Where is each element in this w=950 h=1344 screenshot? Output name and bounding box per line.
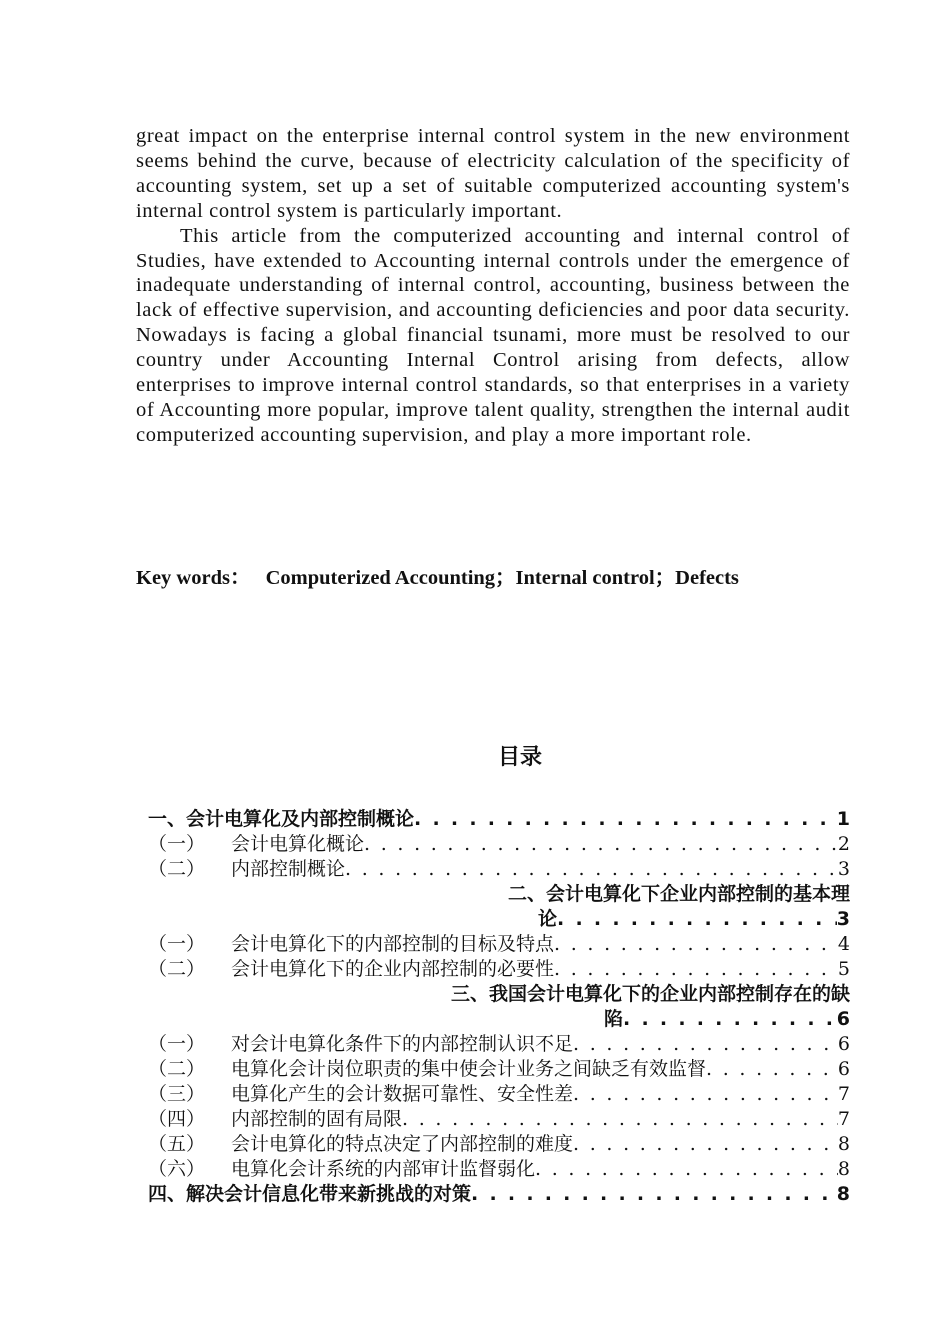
toc-entry-section-2-1[interactable] xyxy=(148,932,850,957)
abstract-paragraph-1: great impact on the enterprise internal control system in the new environment seems behind the curve, because of electricity calculation of the specificity of accounting system, set up a set of suitable computerized accounting system's internal control system is particularly important. xyxy=(136,125,850,222)
toc-leader-dots xyxy=(623,1007,837,1032)
toc-entry-title: 电算化会计岗位职责的集中使会计业务之间缺乏有效监督 xyxy=(231,1058,707,1080)
toc-entry-section-4[interactable] xyxy=(148,1182,850,1207)
toc-entry-number: （二） xyxy=(148,1058,206,1080)
toc-entry-page: 7 xyxy=(837,1083,850,1105)
toc-entry-section-1-2[interactable] xyxy=(148,857,850,882)
toc-leader-dots xyxy=(573,1032,838,1057)
toc-entry-number: （三） xyxy=(148,1083,206,1105)
toc-entry-section-2[interactable] xyxy=(148,882,850,932)
toc-entry-title: 内部控制概论 xyxy=(231,858,346,880)
toc-entry-section-3[interactable] xyxy=(148,982,850,1032)
toc-entry-number: （五） xyxy=(148,1133,206,1155)
toc-entry-page: 7 xyxy=(837,1108,850,1130)
toc-leader-dots xyxy=(471,1182,837,1207)
toc-leader-dots xyxy=(573,1132,838,1157)
toc-entry-title: 四、解决会计信息化带来新挑战的对策 xyxy=(148,1183,472,1205)
toc-entry-title: 会计电算化下的内部控制的目标及特点 xyxy=(231,933,555,955)
toc-entry-section-2-2[interactable] xyxy=(148,957,850,982)
abstract-body xyxy=(136,124,850,448)
toc-entry-title: 内部控制的固有局限 xyxy=(231,1108,403,1130)
toc-entry-section-3-4[interactable] xyxy=(148,1107,850,1132)
toc-entry-title: 会计电算化概论 xyxy=(231,833,365,855)
toc-entry-page: 4 xyxy=(837,933,850,955)
toc-entry-page: 5 xyxy=(837,958,850,980)
table-of-contents xyxy=(148,807,850,1207)
toc-entry-page: 8 xyxy=(836,1183,850,1205)
toc-leader-dots xyxy=(554,932,838,957)
toc-leader-dots xyxy=(345,857,838,882)
toc-leader-dots xyxy=(557,907,837,932)
toc-leader-dots xyxy=(414,807,837,832)
toc-entry-title-continued: 陷 xyxy=(604,1008,624,1030)
toc-entry-section-3-2[interactable] xyxy=(148,1057,850,1082)
toc-entry-page: 6 xyxy=(836,1008,850,1030)
toc-entry-section-3-3[interactable] xyxy=(148,1082,850,1107)
toc-entry-page: 3 xyxy=(837,858,850,880)
toc-entry-page: 3 xyxy=(836,908,850,930)
toc-entry-title: 一、会计电算化及内部控制概论 xyxy=(148,808,415,830)
toc-entry-number: （一） xyxy=(148,833,206,855)
toc-leader-dots xyxy=(554,957,838,982)
toc-entry-number: （四） xyxy=(148,1108,206,1130)
toc-entry-number: （一） xyxy=(148,933,206,955)
toc-entry-title: 会计电算化的特点决定了内部控制的难度 xyxy=(231,1133,574,1155)
keywords-line xyxy=(136,560,739,590)
toc-entry-page: 1 xyxy=(836,808,850,830)
toc-entry-title: 二、会计电算化下企业内部控制的基本理 xyxy=(507,883,850,905)
toc-leader-dots xyxy=(706,1057,838,1082)
toc-leader-dots xyxy=(535,1157,838,1182)
toc-entry-number: （二） xyxy=(148,858,206,880)
toc-entry-number: （六） xyxy=(148,1158,206,1180)
toc-entry-title: 电算化会计系统的内部审计监督弱化 xyxy=(231,1158,536,1180)
toc-entry-number: （一） xyxy=(148,1033,206,1055)
toc-entry-section-3-5[interactable] xyxy=(148,1132,850,1157)
toc-entry-page: 2 xyxy=(837,833,850,855)
toc-entry-section-3-1[interactable] xyxy=(148,1032,850,1057)
toc-entry-page: 8 xyxy=(837,1158,850,1180)
toc-entry-number: （二） xyxy=(148,958,206,980)
abstract-paragraph-2: This article from the computerized accounting and internal control of Studies, have extended to Accounting internal controls under the emergence of inadequate understanding of internal control, accounting, business between the lack of effective supervision, and accounting deficiencies and poor data security. Nowadays is facing a global financial tsunami, more must be resolved to our country under Accounting Internal Control arising from defects, allow enterprises to improve internal control standards, so that enterprises in a variety of Accounting more popular, improve talent quality, strengthen the internal audit computerized accounting supervision, and play a more important role. xyxy=(136,224,850,446)
toc-entry-title: 会计电算化下的企业内部控制的必要性 xyxy=(231,958,555,980)
toc-entry-section-1-1[interactable] xyxy=(148,832,850,857)
toc-entry-page: 6 xyxy=(837,1058,850,1080)
keywords-label: Key words： xyxy=(136,567,251,589)
toc-entry-title: 三、我国会计电算化下的企业内部控制存在的缺 xyxy=(450,983,850,1005)
toc-entry-title: 对会计电算化条件下的内部控制认识不足 xyxy=(231,1033,574,1055)
toc-entry-section-3-6[interactable] xyxy=(148,1157,850,1182)
toc-leader-dots xyxy=(364,832,838,857)
toc-entry-page: 6 xyxy=(837,1033,850,1055)
toc-entry-title: 电算化产生的会计数据可靠性、安全性差 xyxy=(231,1083,574,1105)
toc-leader-dots xyxy=(402,1107,838,1132)
keywords-value: Computerized Accounting；Internal control；Defects xyxy=(265,567,739,589)
toc-title: 目录 xyxy=(497,745,542,770)
toc-entry-title-continued: 论 xyxy=(538,908,558,930)
toc-entry-page: 8 xyxy=(837,1133,850,1155)
toc-entry-section-1[interactable] xyxy=(148,807,850,832)
toc-leader-dots xyxy=(573,1082,838,1107)
